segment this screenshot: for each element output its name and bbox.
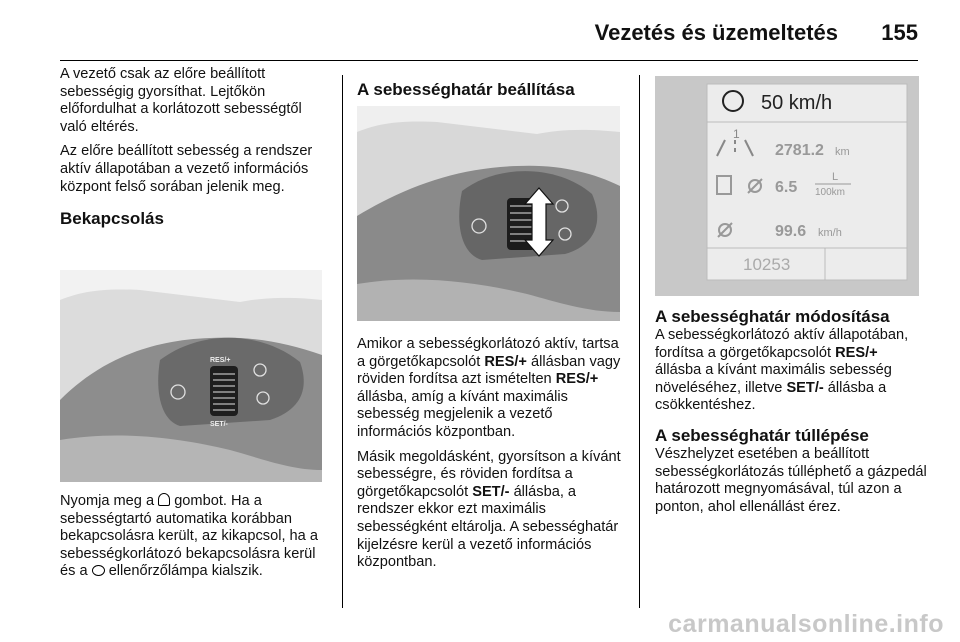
paragraph: Amikor a sebességkorlátozó aktív, tartsa a görgetőkapcsolót RES/+ állásban vagy röviden fordítsa azt ismételten RES/+ állásba, amíg a kívánt maximális sebesség megjelenik a vezető információs központban. (357, 336, 621, 440)
wheel-set-label: SET/- (210, 421, 228, 428)
column-divider-2 (639, 75, 640, 608)
limit-value: 50 km/h (761, 92, 833, 114)
paragraph: Az előre beállított sebesség a rendszer aktív állapotában a vezető információs központ felső sorában jelenik meg. (60, 143, 313, 195)
paragraph: A sebességkorlátozó aktív állapotában, fordítsa a görgetőkapcsolót RES/+ állásba a kívánt maximális sebesség növeléséhez, illetve SET/- állásba a csökkentéshez. (655, 327, 909, 414)
section-heading: A sebességhatár módosítása (655, 307, 890, 326)
driver-info-display-figure (655, 76, 919, 296)
cruise-control-icon (92, 565, 105, 576)
section-heading: A sebességhatár beállítása (357, 80, 575, 99)
column-divider-1 (342, 75, 343, 608)
paragraph: Vészhelyzet esetében a beállított sebességkorlátozás túlléphető a gázpedál határozott megnyomásával, túl azon a ponton, ahol ellenállást érez. (655, 445, 927, 515)
fuel-value: 6.5 (775, 179, 798, 196)
speed-limiter-icon (158, 493, 170, 506)
page-header (0, 0, 960, 62)
trip-indicator: 1 (733, 127, 740, 141)
column-3-body (655, 306, 927, 516)
wheel-res-label: RES/+ (210, 357, 231, 364)
fuel-unit-top: L (832, 171, 839, 183)
page-number: 155 (881, 20, 918, 45)
page-title: Vezetés és üzemeltetés (594, 20, 838, 45)
column-2 (357, 79, 629, 100)
header-rule (60, 60, 918, 61)
column-2-body (357, 336, 629, 572)
watermark: carmanualsonline.info (668, 610, 944, 638)
speed-unit: km/h (818, 227, 842, 239)
paragraph: Másik megoldásként, gyorsítson a kívánt sebességre, és röviden fordítsa a görgetőkapcsolót SET/- állásba, a rendszer ekkor ezt maximális sebességként eltárolja. A sebességhatár kijelzésre kerül a vezető információs központban. (357, 448, 621, 571)
odometer-unit: km (835, 146, 850, 158)
steering-wheel-figure-2 (357, 106, 620, 321)
total-odometer: 10253 (743, 255, 791, 274)
section-heading: Bekapcsolás (60, 209, 164, 229)
paragraph: Nyomja meg a gombot. Ha a sebességtartó automatika korábban bekapcsolásra került, az kikapcsol, ha a sebességkorlátozó bekapcsolásra kerül és a ellenőrzőlámpa kialszik. (60, 493, 318, 580)
steering-wheel-figure-1 (60, 270, 322, 482)
speed-value: 99.6 (775, 223, 807, 240)
fuel-unit-bottom: 100km (815, 187, 846, 198)
column-1 (60, 66, 330, 229)
section-heading: A sebességhatár túllépése (655, 425, 869, 445)
odometer-value: 2781.2 (775, 142, 824, 159)
paragraph: A vezető csak az előre beállított sebességig gyorsíthat. Lejtőkön előfordulhat a korlátozott sebességtől való eltérés. (60, 66, 302, 135)
